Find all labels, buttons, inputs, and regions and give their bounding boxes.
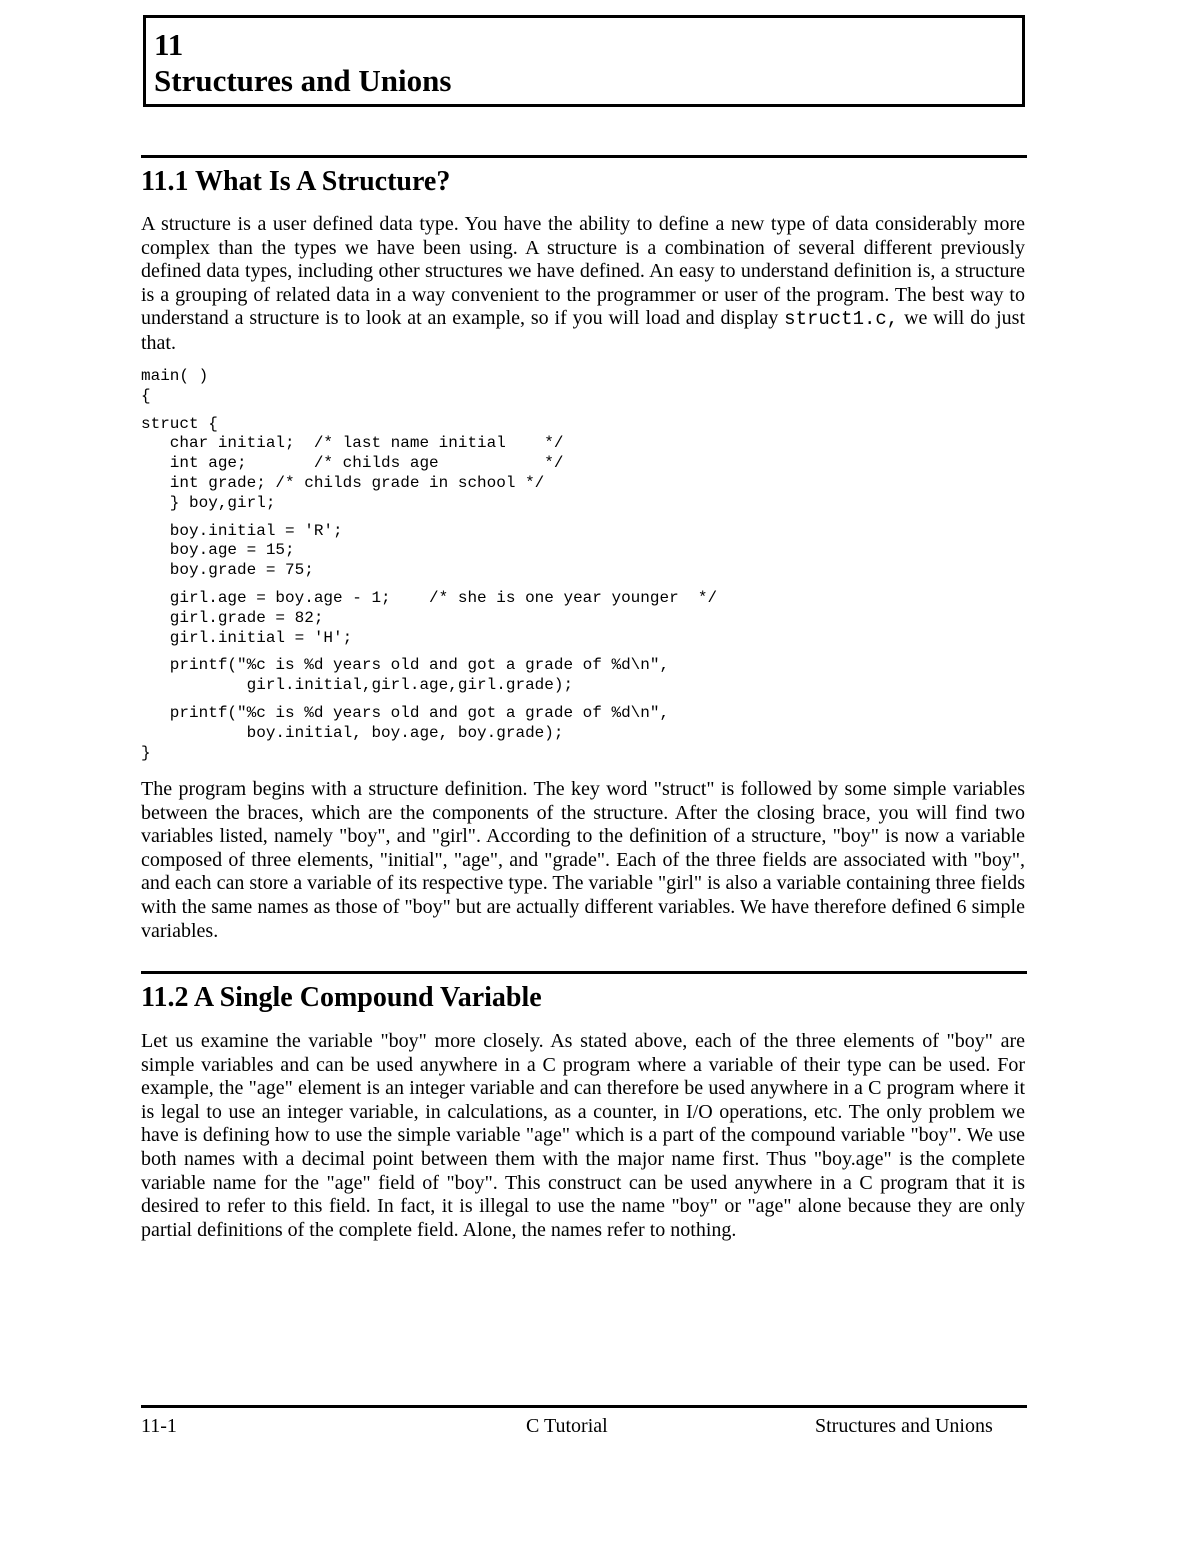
footer-page-number: 11-1 xyxy=(141,1415,177,1437)
section-heading: 11.2 A Single Compound Variable xyxy=(141,982,542,1013)
footer-rule xyxy=(141,1405,1027,1408)
intro-text: A structure is a user defined data type. You have the ability to define a new type of data considerably more complex than the types we have been using. A structure is a combination of several different previously defined data types, including other structures we have defined. An easy to understand definition is, a structure is a grouping of related data in a way convenient to the programmer or user of the program. The best way to understand a structure is to look at an example, so if you will load and display xyxy=(141,213,1025,330)
code-blank-line xyxy=(141,581,1025,589)
code-blank-line xyxy=(141,514,1025,522)
footer-chapter-title: Structures and Unions xyxy=(815,1415,993,1437)
code-line: girl.initial,girl.age,girl.grade); xyxy=(141,676,574,695)
section-heading: 11.1 What Is A Structure? xyxy=(141,166,451,197)
section-rule xyxy=(141,155,1027,158)
code-blank-line xyxy=(141,407,1025,415)
code-blank-line xyxy=(141,696,1025,704)
compound-variable-paragraph: Let us examine the variable "boy" more closely. As stated above, each of the three elements of "boy" are simple variables and can be used anywhere in a C program where a variable of their type can be used. For example, the "age" element is an integer variable and can therefore be used anywhere in a C program where it is legal to use an integer variable, in calculations, as a counter, in I/O operations, etc. The only problem we have is defining how to use the simple variable "age" which is a part of the compound variable "boy". We use both names with a decimal point between them with the major name first. Thus "boy.age" is the complete variable name for the "age" field of "boy". This construct can be used anywhere in a C program that it is desired to refer to this field. In fact, it is illegal to use the name "boy" or "age" alone because they are only partial definitions of the complete field. Alone, the names refer to nothing. xyxy=(141,1030,1025,1241)
code-line: struct { xyxy=(141,414,218,433)
code-line: printf("%c is %d years old and got a grade of %d\n", xyxy=(141,703,670,722)
code-line: boy.initial = 'R'; xyxy=(141,521,343,540)
code-line: printf("%c is %d years old and got a grade of %d\n", xyxy=(141,656,670,675)
intro-paragraph xyxy=(141,213,1025,356)
code-listing xyxy=(141,367,1025,763)
code-blank-line xyxy=(141,648,1025,656)
chapter-header-box xyxy=(143,15,1025,107)
code-line: boy.initial, boy.age, boy.grade); xyxy=(141,723,564,742)
code-line: } xyxy=(141,743,151,762)
code-line: char initial; /* last name initial */ xyxy=(141,434,564,453)
code-line: boy.grade = 75; xyxy=(141,561,314,580)
code-line: girl.age = boy.age - 1; /* she is one year younger */ xyxy=(141,588,718,607)
chapter-title: Structures and Unions xyxy=(154,63,452,98)
explanation-paragraph: The program begins with a structure definition. The key word "struct" is followed by some simple variables between the braces, which are the components of the structure. After the closing brace, you will find two variables listed, namely "boy", and "girl". According to the definition of a structure, "boy" is now a variable composed of three elements, "initial", "age", and "grade". Each of the three fields are associated with "boy", and each can store a variable of its respective type. The variable "girl" is also a variable containing three fields with the same names as those of "boy" but are actually different variables. We have therefore defined 6 simple variables. xyxy=(141,778,1025,942)
code-line: boy.age = 15; xyxy=(141,541,295,560)
code-line: { xyxy=(141,386,151,405)
section-rule xyxy=(141,971,1027,974)
chapter-number: 11 xyxy=(154,27,184,62)
code-line: girl.initial = 'H'; xyxy=(141,628,353,647)
code-line: int age; /* childs age */ xyxy=(141,454,564,473)
footer-book-title: C Tutorial xyxy=(526,1415,608,1437)
code-line: int grade; /* childs grade in school */ xyxy=(141,473,545,492)
code-line: girl.grade = 82; xyxy=(141,608,324,627)
inline-code-filename: struct1.c, xyxy=(784,308,899,331)
intro-text-end: we will do just that. xyxy=(141,307,1025,354)
code-line: main( ) xyxy=(141,367,209,385)
code-line: } boy,girl; xyxy=(141,493,276,512)
